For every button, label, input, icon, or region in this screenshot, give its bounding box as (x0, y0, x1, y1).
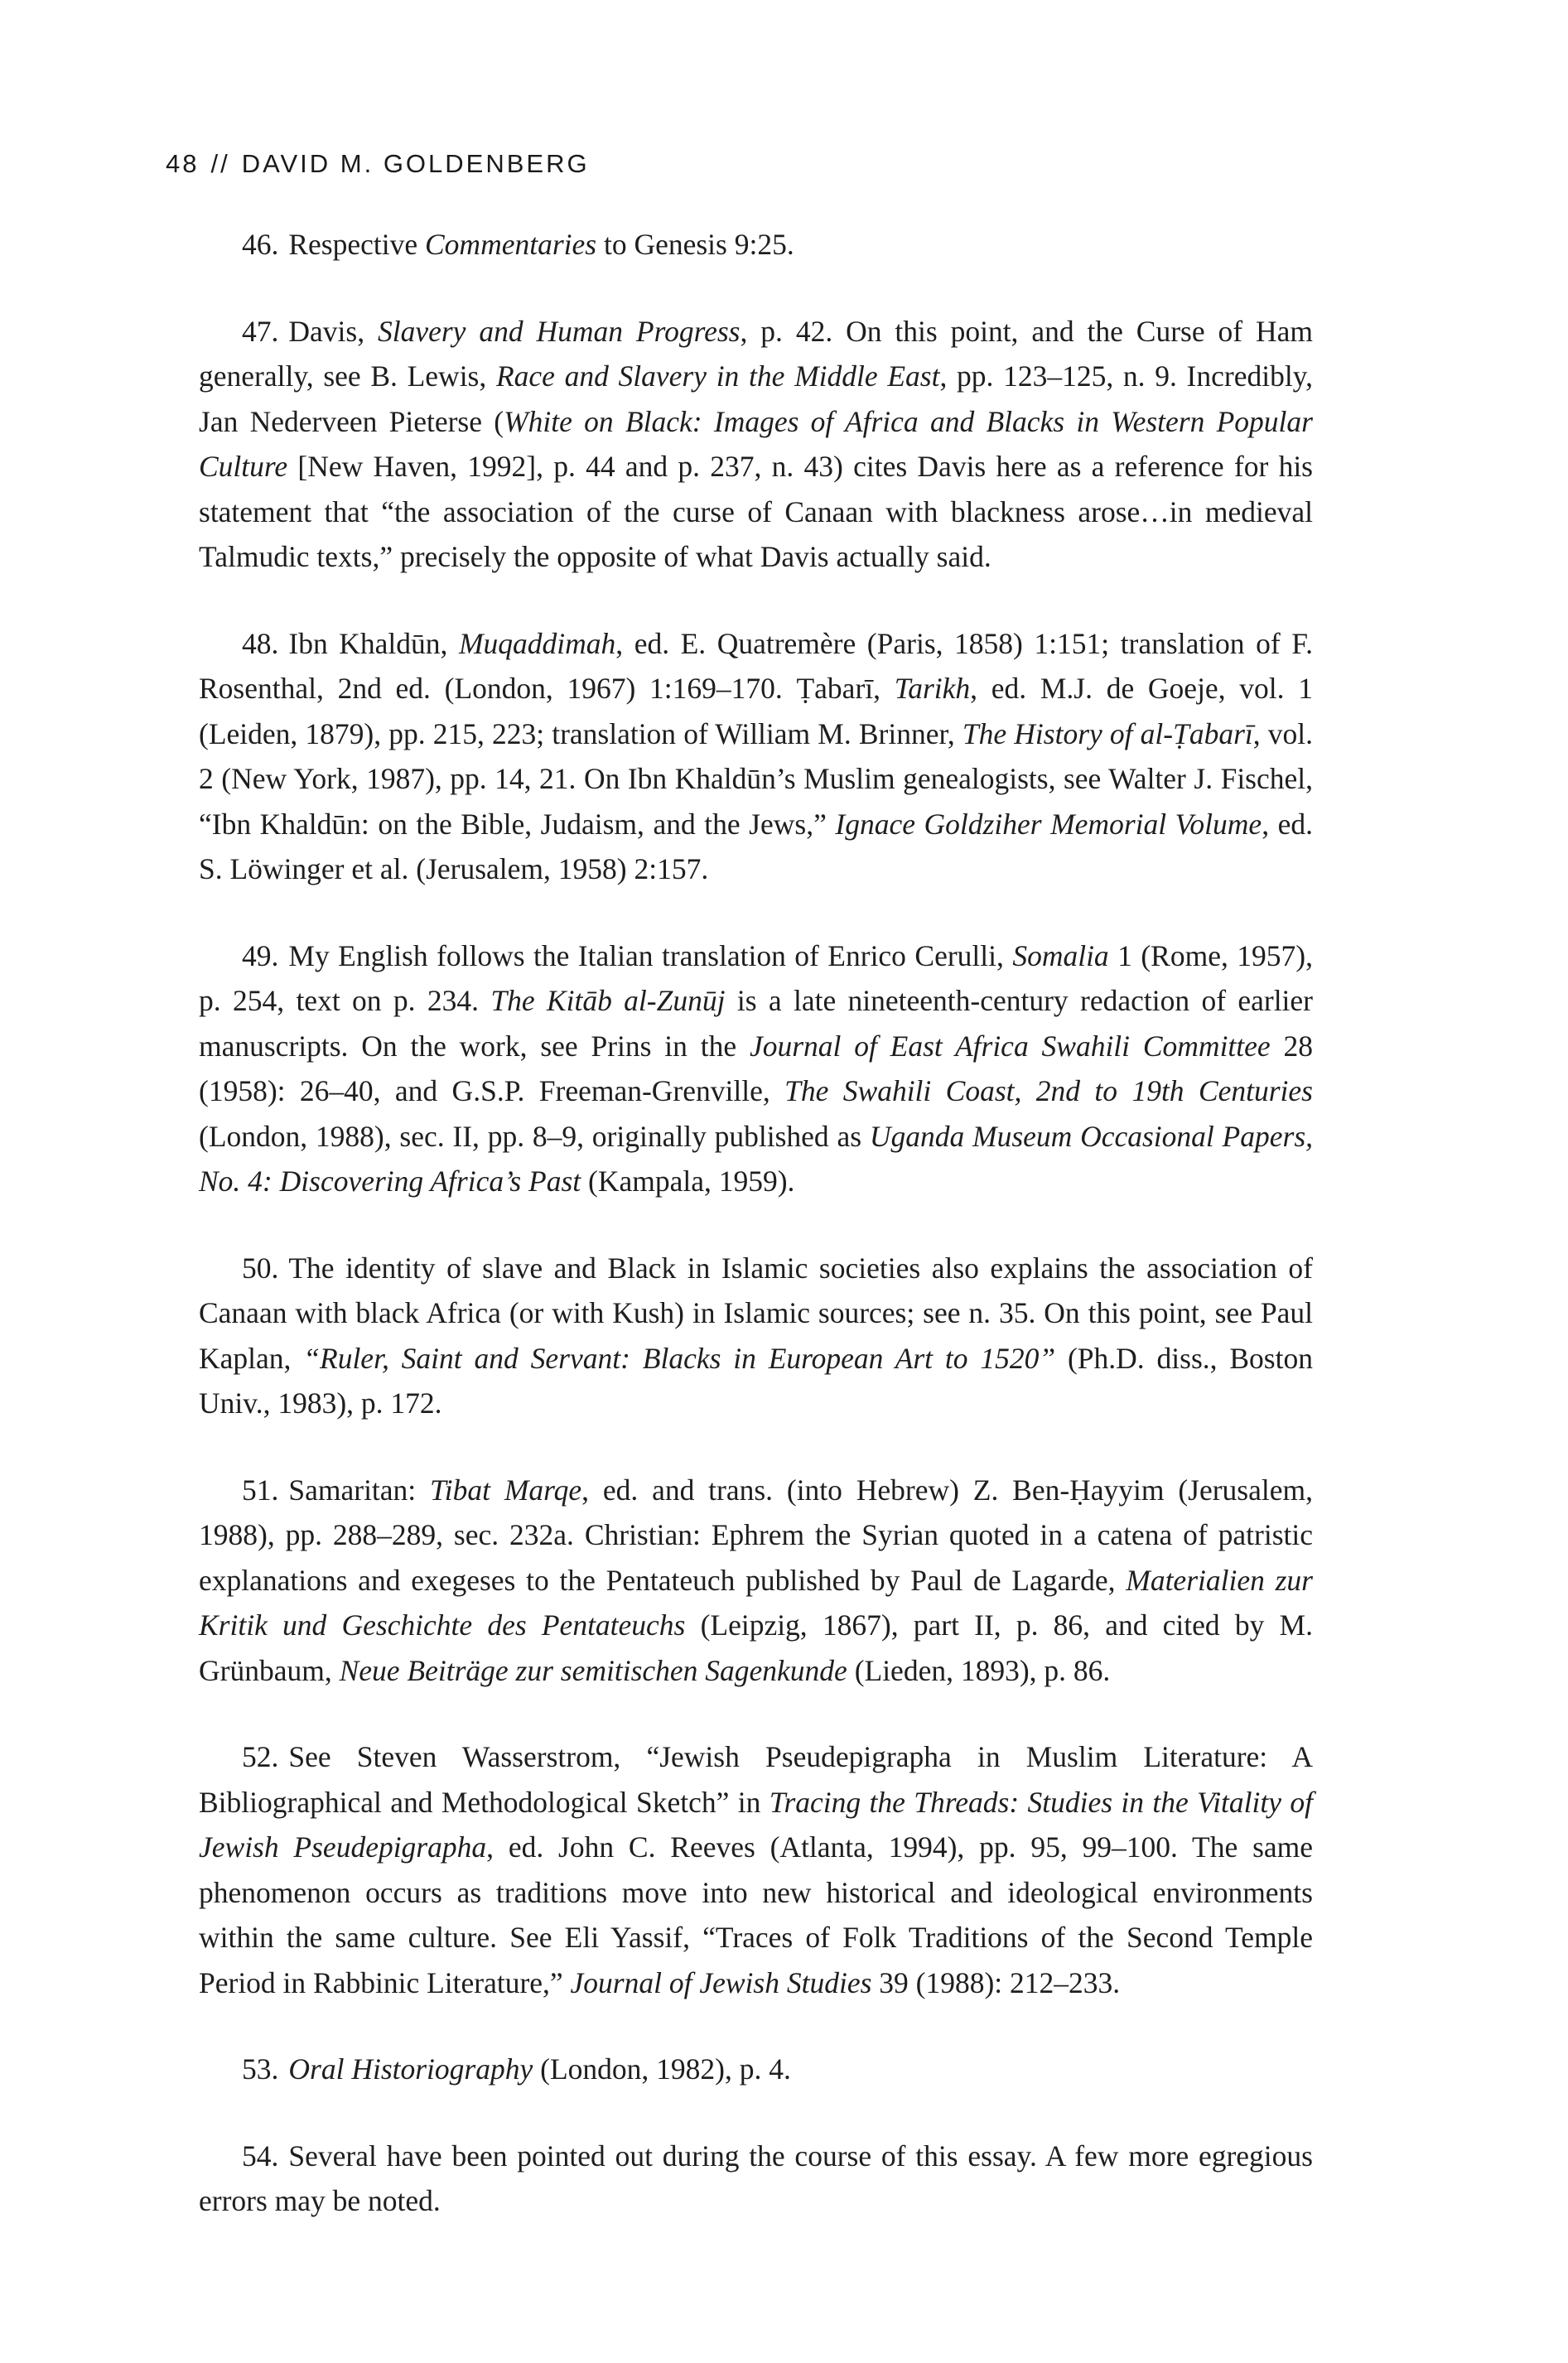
endnote-text: (London, 1982), p. 4. (533, 2052, 791, 2086)
endnote-text: [New Haven, 1992], p. 44 and p. 237, n. 43) cites Davis here as a reference for his statement that “the association of the curse of Canaan with blackness arose…in medieval Talmudic texts,” precisely the opposite of what Davis actually said. (199, 450, 1313, 573)
endnote-text: Respective (288, 228, 425, 261)
running-head-separator: // (210, 149, 230, 178)
endnote-50 (199, 1246, 1313, 1426)
endnote-number: 54. (242, 2139, 279, 2173)
endnote-italic-title: Neue Beiträge zur semitischen Sagenkunde (339, 1653, 847, 1687)
endnote-text: 1 (Rome, 1957), p. 254, text on p. 234. (199, 938, 1313, 1017)
endnote-text: , ed. and trans. (into Hebrew) Z. Ben-Ḥayyim (Jerusalem, 1988), pp. 288–289, sec. 232a. Christian: Ephrem the Syrian quoted in a catena of patristic explanations and exegeses to the Pentateuch published by Paul de Lagarde, (199, 1473, 1313, 1597)
endnote-italic-title: Journal of Jewish Studies (570, 1965, 872, 1999)
endnote-text: , p. 42. On this point, and the Curse of Ham generally, see B. Lewis, (199, 314, 1313, 393)
running-head (166, 149, 590, 179)
endnote-46 (199, 222, 1313, 268)
endnote-text: , ed. E. Quatremère (Paris, 1858) 1:151; translation of F. Rosenthal, 2nd ed. (London, 1967) 1:169–170. Ṭabarī, (199, 626, 1313, 705)
endnote-italic-title: Tarikh (894, 672, 971, 705)
endnote-text: See Steven Wasserstrom, “Jewish Pseudepigrapha in Muslim Literature: A Bibliographical and Methodological Sketch” in (199, 1740, 1313, 1819)
endnote-text: , vol. 2 (New York, 1987), pp. 14, 21. On Ibn Khaldūn’s Muslim genealogists, see Walter J. Fischel, “Ibn Khaldūn: on the Bible, Judaism, and the Jews,” (199, 716, 1313, 841)
endnote-number: 51. (242, 1473, 279, 1507)
endnote-47 (199, 309, 1313, 580)
page-number: 48 (166, 149, 200, 178)
endnote-number: 49. (242, 938, 279, 972)
endnote-italic-title: The Swahili Coast, 2nd to 19th Centuries (784, 1074, 1313, 1107)
endnote-text: (Ph.D. diss., Boston Univ., 1983), p. 172. (199, 1341, 1313, 1420)
endnote-text: Samaritan: (288, 1473, 430, 1507)
endnote-52 (199, 1734, 1313, 2005)
endnote-text: Several have been pointed out during the course of this essay. A few more egregious errors may be noted. (199, 2139, 1313, 2217)
endnote-text: (Leipzig, 1867), part II, p. 86, and cited by M. Grünbaum, (199, 1608, 1313, 1687)
endnote-italic-title: Race and Slavery in the Middle East (495, 359, 940, 393)
endnote-italic-title: Materialien zur Kritik und Geschichte des Pentateuchs (199, 1563, 1313, 1642)
endnote-text: 39 (1988): 212–233. (871, 1965, 1121, 1999)
endnote-italic-title: Journal of East Africa Swahili Committee (749, 1029, 1271, 1063)
running-head-author: DAVID M. GOLDENBERG (241, 149, 590, 178)
endnote-53 (199, 2047, 1313, 2092)
endnote-italic-title: The Kitāb al-Zunūj (490, 984, 726, 1017)
endnote-text: Davis, (288, 314, 378, 348)
endnote-number: 46. (242, 228, 279, 261)
endnote-italic-title: Tibat Marqe (430, 1473, 582, 1507)
endnote-text: (Lieden, 1893), p. 86. (847, 1653, 1111, 1687)
endnote-italic-title: Ignace Goldziher Memorial Volume (835, 807, 1262, 841)
endnote-text: Ibn Khaldūn, (288, 626, 459, 660)
endnote-italic-title: White on Black: Images of Africa and Blacks in Western Popular Culture (199, 404, 1313, 483)
endnote-italic-title: Muqaddimah (458, 626, 616, 660)
endnote-italic-title: The History of al-Ṭabarī (962, 716, 1253, 750)
endnote-text: (London, 1988), sec. II, pp. 8–9, originally published as (199, 1119, 870, 1153)
endnote-text: , ed. John C. Reeves (Atlanta, 1994), pp. 95, 99–100. The same phenomenon occurs as traditions move into new historical and ideological environments within the same culture. See Eli Yassif, “Traces of Folk Traditions of the Second Temple Period in Rabbinic Literature,” (199, 1830, 1314, 1999)
endnote-italic-title: Slavery and Human Progress (377, 314, 741, 348)
endnote-italic-title: Somalia (1012, 938, 1109, 972)
endnote-text: , ed. S. Löwinger et al. (Jerusalem, 1958) 2:157. (199, 807, 1314, 885)
endnote-number: 47. (242, 314, 279, 348)
endnote-number: 53. (242, 2052, 279, 2086)
endnote-48 (199, 621, 1313, 892)
endnotes-list (199, 222, 1313, 2265)
endnote-italic-title: Oral Historiography (288, 2052, 533, 2086)
endnote-text: (Kampala, 1959). (581, 1165, 795, 1198)
endnote-text: to Genesis 9:25. (596, 228, 794, 261)
endnote-number: 50. (242, 1251, 279, 1285)
endnote-number: 48. (242, 626, 279, 660)
endnote-number: 52. (242, 1740, 279, 1773)
endnote-italic-title: Uganda Museum Occasional Papers, No. 4: Discovering Africa’s Past (199, 1119, 1314, 1198)
endnote-text: 28 (1958): 26–40, and G.S.P. Freeman-Grenville, (199, 1029, 1313, 1107)
endnote-54 (199, 2134, 1313, 2224)
endnote-text: My English follows the Italian translation of Enrico Cerulli, (288, 938, 1013, 972)
endnote-text: The identity of slave and Black in Islamic societies also explains the association of Canaan with black Africa (or with Kush) in Islamic sources; see n. 35. On this point, see Paul Kaplan, (199, 1251, 1313, 1375)
endnote-italic-title: “Ruler, Saint and Servant: Blacks in European Art to 1520” (303, 1341, 1056, 1375)
endnote-text: is a late nineteenth-century redaction of earlier manuscripts. On the work, see Prins in the (199, 984, 1314, 1063)
endnote-49 (199, 933, 1313, 1204)
endnote-51 (199, 1468, 1313, 1694)
endnote-italic-title: Commentaries (425, 228, 597, 261)
endnote-text: , pp. 123–125, n. 9. Incredibly, Jan Nederveen Pieterse ( (199, 359, 1314, 438)
endnote-italic-title: Tracing the Threads: Studies in the Vitality of Jewish Pseudepigrapha (199, 1785, 1313, 1864)
endnote-text: , ed. M.J. de Goeje, vol. 1 (Leiden, 1879), pp. 215, 223; translation of William M. Brinner, (199, 672, 1313, 750)
